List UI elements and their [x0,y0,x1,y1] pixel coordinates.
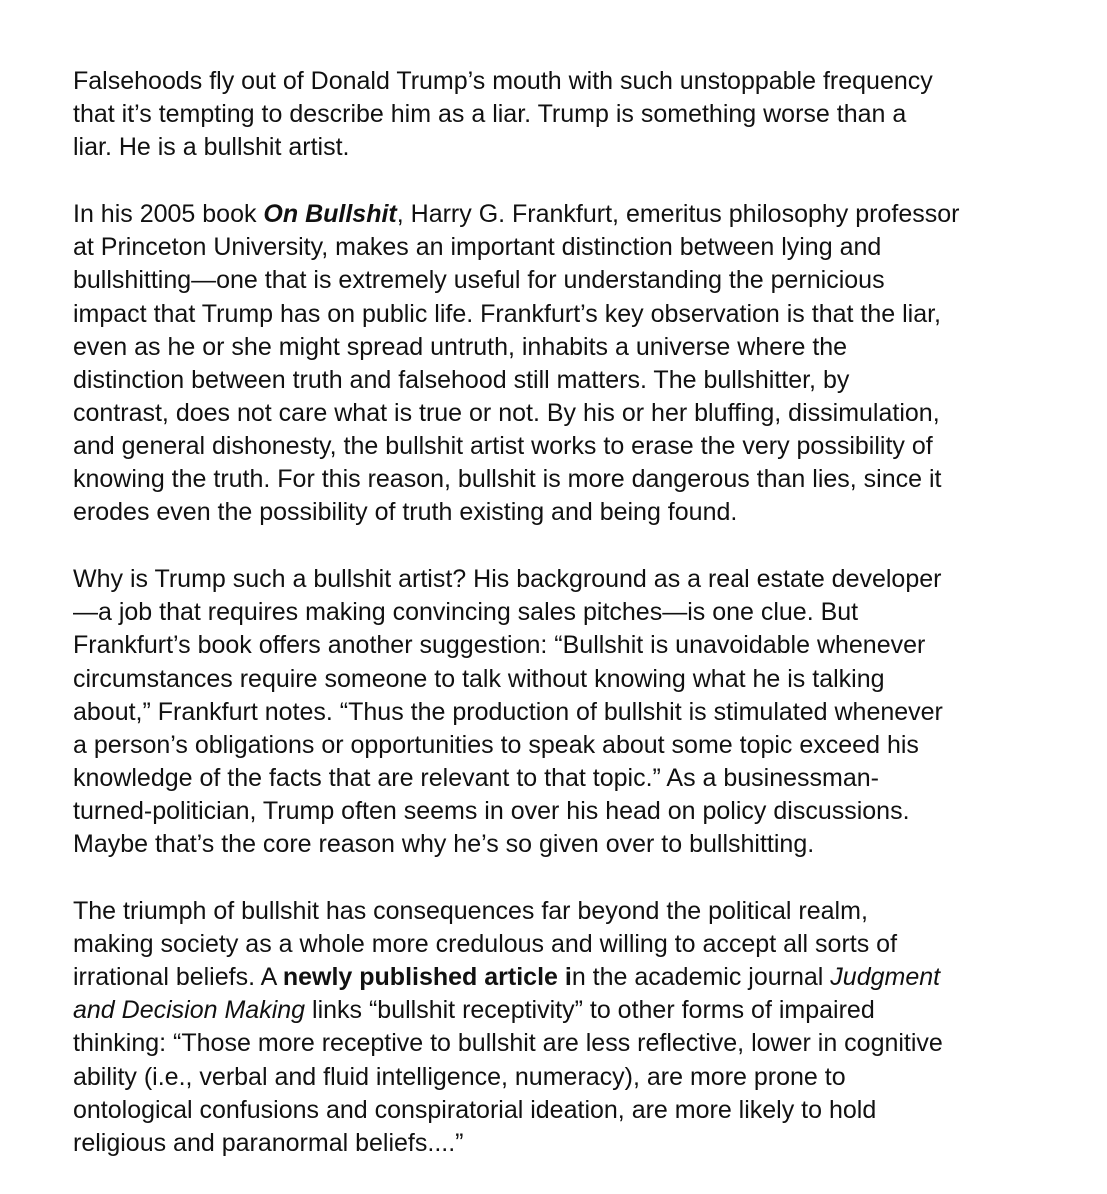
text-run: even as he or she might spread untruth, inhabits a universe where the [73,332,848,361]
text-line [73,231,1073,264]
text-line [73,895,1073,928]
paragraph-4 [73,895,1073,1160]
text-line [73,198,1073,231]
book-title: On Bullshit [263,200,397,229]
article-body [73,65,1073,1194]
text-run: knowledge of the facts that are relevant to that topic.” As a businessman- [73,763,880,792]
text-run: The triumph of bullshit has consequences far beyond the political realm, [73,897,868,926]
text-line [73,298,1073,331]
text-line [73,795,1073,828]
text-run: at Princeton University, makes an important distinction between lying and [73,233,882,262]
text-line [73,98,1073,131]
text-line [73,828,1073,861]
text-line [73,762,1073,795]
text-run: Frankfurt’s book offers another suggestion: “Bullshit is unavoidable whenever [73,631,926,660]
text-run: a person’s obligations or opportunities to speak about some topic exceed his [73,730,919,759]
paragraph-1 [73,65,1073,164]
text-line [73,729,1073,762]
text-run: Maybe that’s the core reason why he’s so given over to bullshitting. [73,829,815,858]
text-run: , Harry G. Frankfurt, emeritus philosophy professor [396,200,960,229]
text-run: impact that Trump has on public life. Frankfurt’s key observation is that the liar, [73,299,942,328]
text-line [73,430,1073,463]
text-line [73,696,1073,729]
text-line [73,596,1073,629]
text-line [73,1061,1073,1094]
text-run: about,” Frankfurt notes. “Thus the production of bullshit is stimulated whenever [73,697,943,726]
text-line [73,1094,1073,1127]
text-run: ontological confusions and conspiratorial ideation, are more likely to hold [73,1095,877,1124]
text-line [73,961,1073,994]
text-line [73,131,1073,164]
text-run: and general dishonesty, the bullshit artist works to erase the very possibility of [73,431,933,460]
text-line [73,364,1073,397]
text-line [73,463,1073,496]
text-line [73,264,1073,297]
text-line [73,496,1073,529]
text-run: religious and paranormal beliefs....” [73,1128,464,1157]
text-run: distinction between truth and falsehood still matters. The bullshitter, by [73,365,850,394]
text-run: In his 2005 book [73,200,264,229]
text-line [73,397,1073,430]
journal-title: and Decision Making [73,996,306,1025]
article-link-text: newly published article i [282,963,572,992]
text-line [73,65,1073,98]
text-run: Why is Trump such a bullshit artist? His background as a real estate developer [73,565,942,594]
text-run: n the academic journal [571,963,831,992]
text-line [73,1127,1073,1160]
text-run: that it’s tempting to describe him as a liar. Trump is something worse than a [73,100,907,129]
text-run: ability (i.e., verbal and fluid intelligence, numeracy), are more prone to [73,1062,846,1091]
text-line [73,928,1073,961]
paragraph-2 [73,198,1073,529]
journal-title: Judgment [830,963,941,992]
text-run: —a job that requires making convincing sales pitches—is one clue. But [73,598,859,627]
text-run: liar. He is a bullshit artist. [73,133,350,162]
text-run: circumstances require someone to talk without knowing what he is talking [73,664,885,693]
text-run: turned-politician, Trump often seems in over his head on policy discussions. [73,796,910,825]
text-run: making society as a whole more credulous and willing to accept all sorts of [73,930,898,959]
text-run: thinking: “Those more receptive to bullshit are less reflective, lower in cognitive [73,1029,943,1058]
text-run: bullshitting—one that is extremely useful for understanding the pernicious [73,266,885,295]
paragraph-3 [73,563,1073,861]
text-run: links “bullshit receptivity” to other forms of impaired [305,996,875,1025]
text-run: contrast, does not care what is true or not. By his or her bluffing, dissimulation, [73,398,940,427]
text-run: knowing the truth. For this reason, bullshit is more dangerous than lies, since it [73,465,942,494]
text-line [73,331,1073,364]
text-run: irrational beliefs. A [73,963,283,992]
text-run: Falsehoods fly out of Donald Trump’s mouth with such unstoppable frequency [73,67,933,95]
text-line [73,1027,1073,1060]
text-line [73,994,1073,1027]
text-run: erodes even the possibility of truth existing and being found. [73,498,738,527]
text-line [73,629,1073,662]
text-line [73,563,1073,596]
text-line [73,663,1073,696]
